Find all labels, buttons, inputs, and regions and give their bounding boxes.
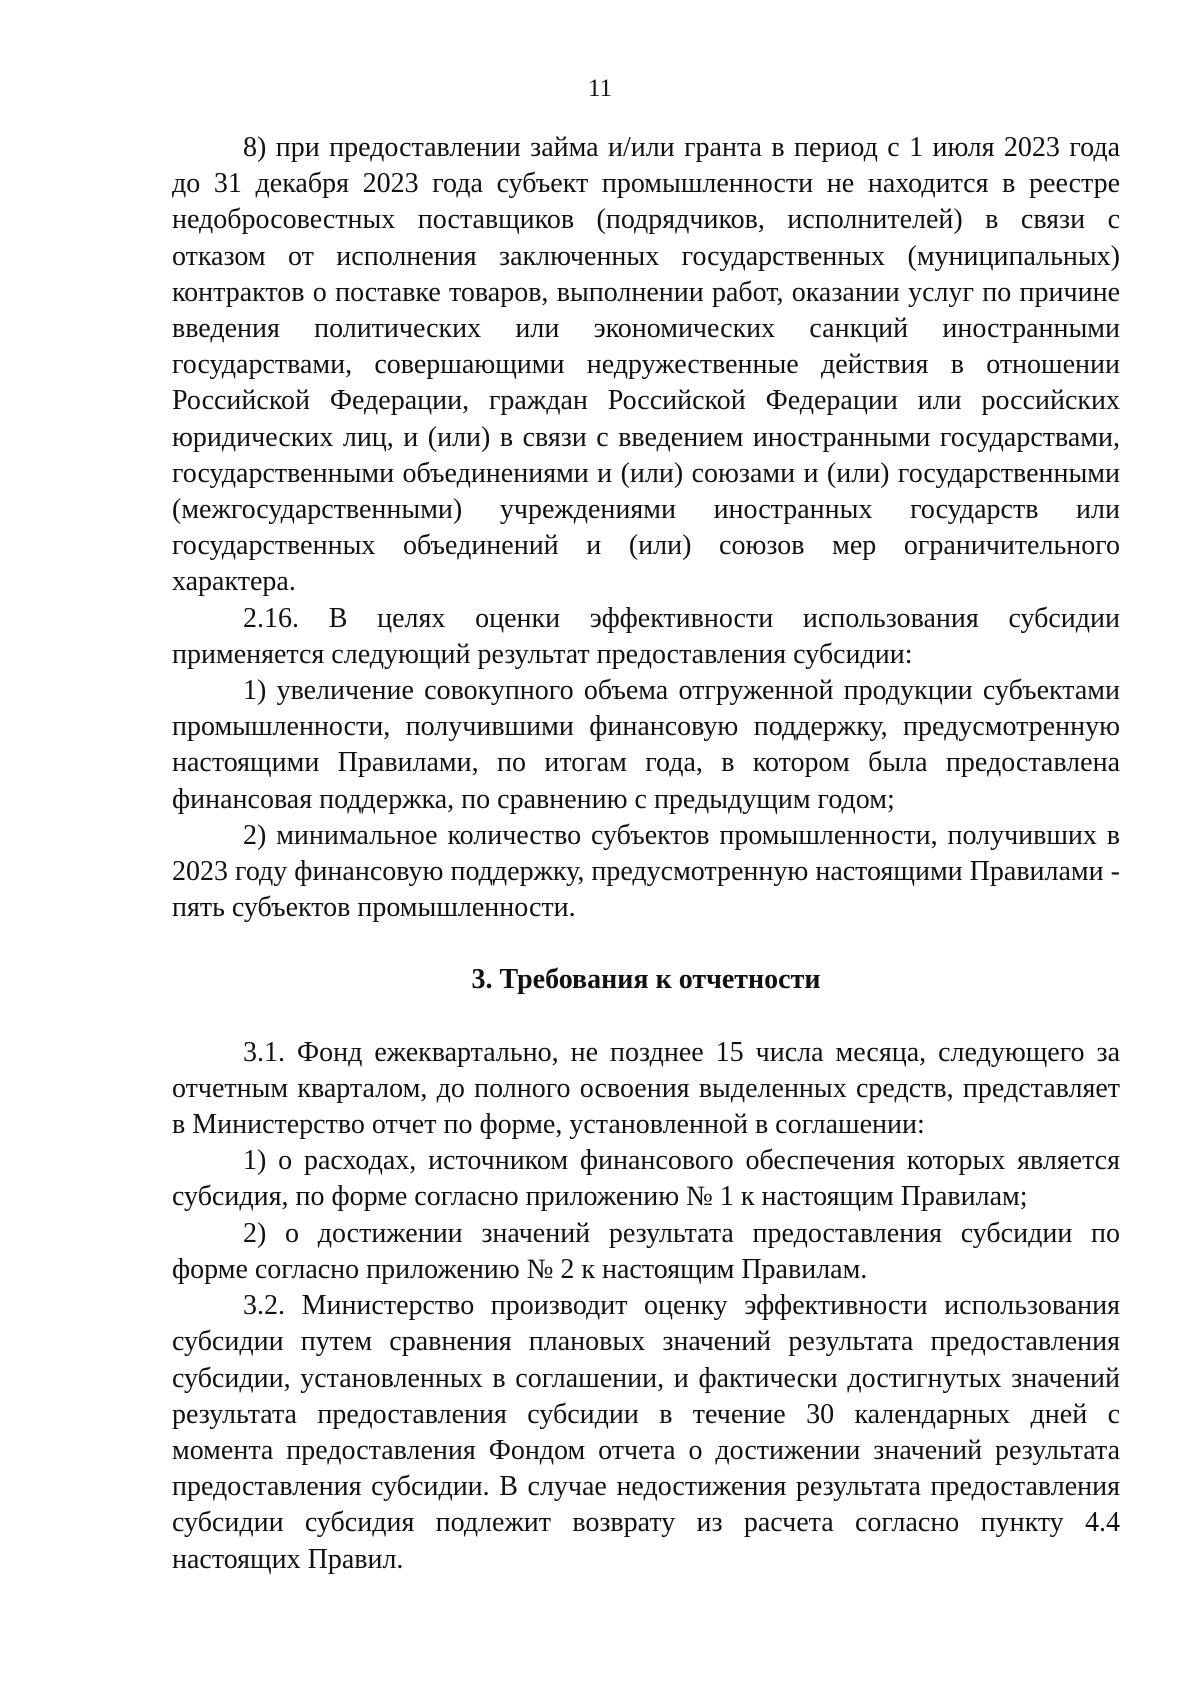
paragraph-report-2: 2) о достижении значений результата предоставления субсидии по форме согласно приложению № 2 к настоящим Правилам. — [172, 1217, 1120, 1285]
paragraph-result-2: 2) минимальное количество субъектов промышленности, получивших в 2023 году финансовую поддержку, предусмотренную настоящими Правилами - пять субъектов промышленности. — [172, 819, 1120, 924]
paragraph-2-16: 2.16. В целях оценки эффективности использования субсидии применяется следующий результат предоставления субсидии: — [172, 602, 1120, 670]
section-heading: 3. Требования к отчетности — [471, 964, 821, 996]
document-body — [172, 130, 1120, 1578]
page-number: 11 — [587, 75, 613, 102]
paragraph-item-8: 8) при предоставлении займа и/или гранта в период с 1 июля 2023 года до 31 декабря 2023 года субъект промышленности не находится в реестре недобросовестных поставщиков (подрядчиков, исполнителей) в связи с отказом от исполнения заключенных государственных (муниципальных) контрактов о поставке товаров, выполнении работ, оказании услуг по причине введения политических или экономических санкций иностранными государствами, совершающими недружественные действия в отношении Российской Федерации, граждан Российской Федерации или российских юридических лиц, и (или) в связи с введением иностранными государствами, государственными объединениями и (или) союзами и (или) государственными (межгосударственными) учреждениями иностранных государств или государственных объединений и (или) союзов мер ограничительного характера. — [172, 132, 1120, 598]
paragraph-3-1: 3.1. Фонд ежеквартально, не позднее 15 числа месяца, следующего за отчетным кварталом, до полного освоения выделенных средств, представляет в Министерство отчет по форме, установленной в соглашении: — [172, 1036, 1120, 1141]
paragraph-3-2: 3.2. Министерство производит оценку эффективности использования субсидии путем сравнения плановых значений результата предоставления субсидии, установленных в соглашении, и фактически достигнутых значений результата предоставления субсидии в течение 30 календарных дней с момента предоставления Фондом отчета о достижении значений результата предоставления субсидии. В случае недостижения результата предоставления субсидии субсидия подлежит возврату из расчета согласно пункту 4.4 настоящих Правил. — [172, 1290, 1120, 1575]
paragraph-result-1: 1) увеличение совокупного объема отгруженной продукции субъектами промышленности, получившими финансовую поддержку, предусмотренную настоящими Правилами, по итогам года, в котором была предоставлена финансовая поддержка, по сравнению с предыдущим годом; — [172, 675, 1120, 815]
paragraph-report-1: 1) о расходах, источником финансового обеспечения которых является субсидия, по форме согласно приложению № 1 к настоящим Правилам; — [172, 1145, 1120, 1213]
